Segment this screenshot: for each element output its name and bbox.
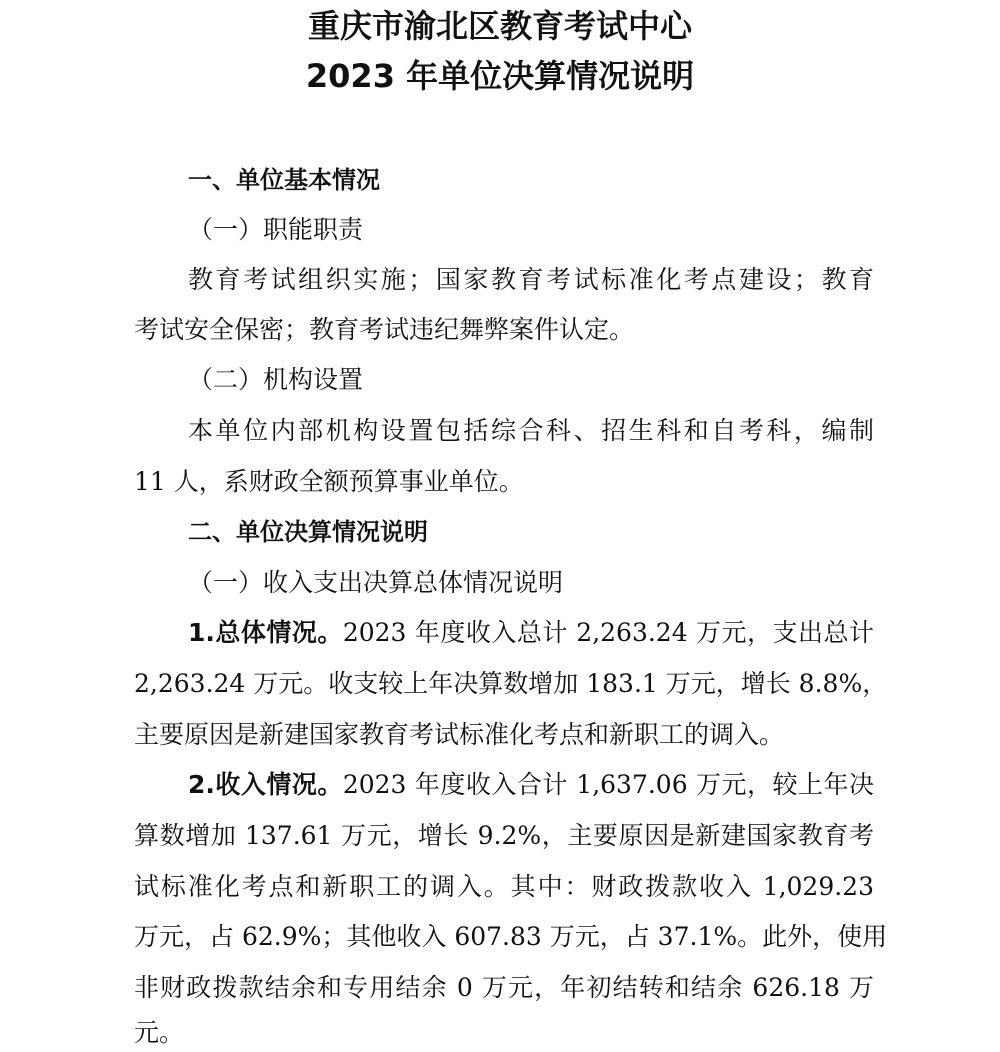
section-heading-final-accounts: 二、单位决算情况说明: [188, 518, 428, 546]
overall-paragraph-line2: 2,263.24 万元。收支较上年决算数增加 183.1 万元，增长 8.8%，: [134, 669, 888, 698]
income-paragraph-line5: 非财政拨款结余和专用结余 0 万元，年初结转和结余 626.18 万: [134, 973, 874, 1002]
overall-text: 2023 年度收入总计 2,263.24 万元，支出总计: [342, 618, 874, 647]
duties-paragraph-line2: 考试安全保密；教育考试违纪舞弊案件认定。: [134, 315, 635, 344]
org-paragraph-line1: 本单位内部机构设置包括综合科、招生科和自考科，编制: [188, 416, 874, 445]
section-heading-basic-info: 一、单位基本情况: [188, 166, 380, 194]
subheading-income-expense-overview: （一）收入支出决算总体情况说明: [188, 568, 564, 597]
overall-paragraph-line3: 主要原因是新建国家教育考试标准化考点和新职工的调入。: [134, 720, 785, 749]
subheading-duties: （一）职能职责: [188, 215, 364, 244]
overall-paragraph-line1: [188, 616, 874, 650]
income-paragraph-line6: 元。: [134, 1018, 185, 1047]
income-paragraph-line3: 试标准化考点和新职工的调入。其中：财政拨款收入 1,029.23: [134, 872, 874, 901]
income-label: 2.收入情况。: [188, 770, 343, 799]
document-title-line1: 重庆市渝北区教育考试中心: [307, 7, 692, 45]
income-paragraph-line2: 算数增加 137.61 万元，增长 9.2%，主要原因是新建国家教育考: [134, 821, 874, 850]
income-paragraph-line1: [188, 768, 874, 802]
document-title-line2: 2023 年单位决算情况说明: [305, 57, 695, 95]
org-paragraph-line2: 11 人，系财政全额预算事业单位。: [134, 467, 524, 496]
income-paragraph-line4: 万元，占 62.9%；其他收入 607.83 万元，占 37.1%。此外，使用: [134, 922, 888, 951]
subheading-organization: （二）机构设置: [188, 365, 364, 394]
income-text: 2023 年度收入合计 1,637.06 万元，较上年决: [342, 770, 874, 799]
overall-label: 1.总体情况。: [188, 618, 343, 647]
duties-paragraph-line1: 教育考试组织实施；国家教育考试标准化考点建设；教育: [188, 265, 874, 294]
